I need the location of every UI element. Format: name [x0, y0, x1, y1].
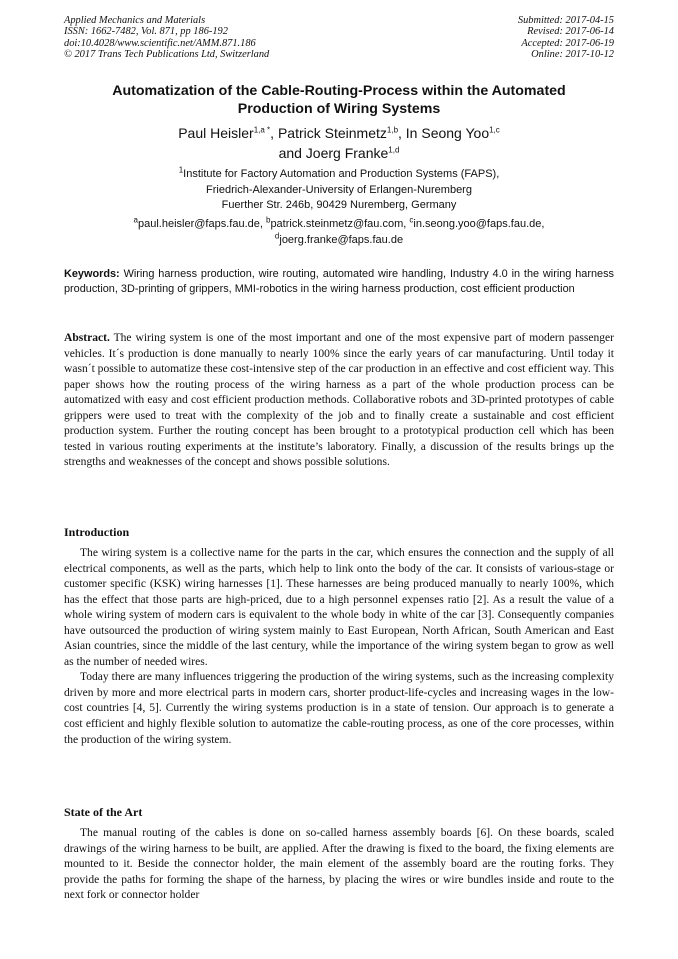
email-mark: b [265, 215, 271, 225]
email-mark: d [274, 230, 280, 240]
abstract-section [64, 331, 614, 471]
paper-title [64, 82, 614, 118]
affiliation-block [64, 167, 614, 214]
introduction-heading: Introduction [64, 525, 130, 539]
state-of-the-art-section [64, 826, 614, 904]
author-name: Paul Heisler [178, 125, 254, 141]
email-link[interactable]: in.seong.yoo@faps.fau.de, [413, 218, 545, 230]
author-affil-mark: 1,c [489, 125, 500, 135]
accepted-date: Accepted: 2017-06-19 [521, 37, 614, 49]
author-name: Patrick Steinmetz [277, 125, 387, 141]
author-affil-mark: 1,b [386, 125, 399, 135]
copyright-line: © 2017 Trans Tech Publications Ltd, Switzerland [64, 48, 270, 60]
affil-line: Friedrich-Alexander-University of Erlangen-Nuremberg [206, 183, 472, 196]
email-mark: a [133, 215, 138, 225]
author-affil-mark: 1,a * [253, 125, 271, 135]
state-of-the-art-heading: State of the Art [64, 805, 143, 819]
paragraph: The manual routing of the cables is done on so-called harness assembly boards [6]. On these boards, scaled drawings of the wiring harness to be built, are applied. After the drawing is fixed to the board, the fixing elements are mounted to it. Beside the connector holder, the main element of the assembly board are the routing forks. They provide the paths for forming the shape of the harness, by placing the wires or wire bundles inside and route to the next fork or connector holder [64, 827, 614, 902]
email-mark: c [409, 215, 414, 225]
journal-header [64, 15, 269, 60]
revised-date: Revised: 2017-06-14 [527, 26, 614, 38]
affil-mark: 1 [178, 165, 184, 175]
paragraph: Today there are many influences triggering the production of the wiring systems, such as the increasing complexity driven by more and more electrical parts in modern cars, shorter product-life-cycles and increasing wages in the low-cost countries [4, 5]. Currently the wiring systems production is in a state of tension. Our approach is to generate a cost efficient and highly flexible solution to automatize the cable-routing process, as one of the core processes, within the production of the wiring system. [64, 671, 614, 746]
affil-line: Institute for Factory Automation and Production Systems (FAPS), [183, 168, 500, 180]
keywords-text: Wiring harness production, wire routing, automated wire handling, Industry 4.0 in the wiring harness production, 3D-printing of grippers, MMI-robotics in the wiring harness production, cost efficient production [64, 268, 614, 295]
issn-line: ISSN: 1662-7482, Vol. 871, pp 186-192 [64, 26, 228, 38]
introduction-section [64, 546, 614, 748]
submitted-date: Submitted: 2017-04-15 [517, 15, 614, 26]
author-affil-mark: 1,d [388, 145, 400, 155]
affil-line: Fuerther Str. 246b, 90429 Nuremberg, Germany [221, 199, 457, 211]
doi-line: doi:10.4028/www.scientific.net/AMM.871.186 [64, 37, 256, 49]
email-block [64, 217, 614, 248]
abstract-text: The wiring system is one of the most important and one of the most expensive part of modern passenger vehicles. It´s production is done manually to nearly 100% since the early years of car manufacturing. Until today it wasn´t possible to automatize these cost-intensive step of the car production in an effective and cost efficient way. This paper shows how the routing process of the wiring harness as a part of the whole production process can be automatized with easy and cost efficient production methods. Collaborative robots and 3D-printed prototypes of cable grippers were used to treat with the complexity of the job and to finally create a sustainable and cost efficient production system. Further the routing concept has been brought to a prototypical production cell which has been tested in various routing experiments at the institute’s laboratory. Finally, a discussion of the results brings up the strengths and weaknesses of the concept and shows possible solutions. [64, 332, 615, 469]
keywords-block [64, 267, 614, 296]
online-date: Online: 2017-10-12 [531, 48, 614, 60]
dates-header [518, 15, 614, 60]
email-link[interactable]: paul.heisler@faps.fau.de, [138, 218, 263, 230]
title-line-1: Automatization of the Cable-Routing-Process within the Automated [112, 83, 566, 99]
paragraph: The wiring system is a collective name for the parts in the car, which ensures the connection and the supply of all electrical components, as well as the parts, which help to link onto the body of the car. It consists of various-stage or customer specific (KSK) wiring harnesses [1]. These harnesses are being produced manually to nearly 100%, which has the effect that those parts are high-priced, due to a high personnel expenses ratio [2]. As a result the value of a whole wiring system of modern cars is equivalent to the whole body in white of the car [3]. Consequently companies have outsourced the production of wiring system mainly to East European, North African, South American and East Asian countries, since the middle of the last century, while the importance of the wiring system began to grow as well as the number of needed wires. [64, 547, 614, 668]
journal-name: Applied Mechanics and Materials [64, 15, 206, 26]
email-link[interactable]: patrick.steinmetz@fau.com, [270, 218, 407, 230]
author-name: and Joerg Franke [278, 145, 389, 161]
keywords-label: Keywords: [64, 268, 120, 280]
author-list: Paul Heisler$^{1,a *}$, Patrick Steinmetz$^{1,b}$, In Seong Yoo$^{1,c}$ and Joerg Franke$^{1,d}$ [178, 125, 500, 161]
email-link[interactable]: joerg.franke@faps.fau.de [279, 233, 404, 246]
abstract-label: Abstract. [64, 332, 110, 344]
author-name: In Seong Yoo [405, 125, 490, 141]
title-line-2: Production of Wiring Systems [237, 101, 441, 117]
